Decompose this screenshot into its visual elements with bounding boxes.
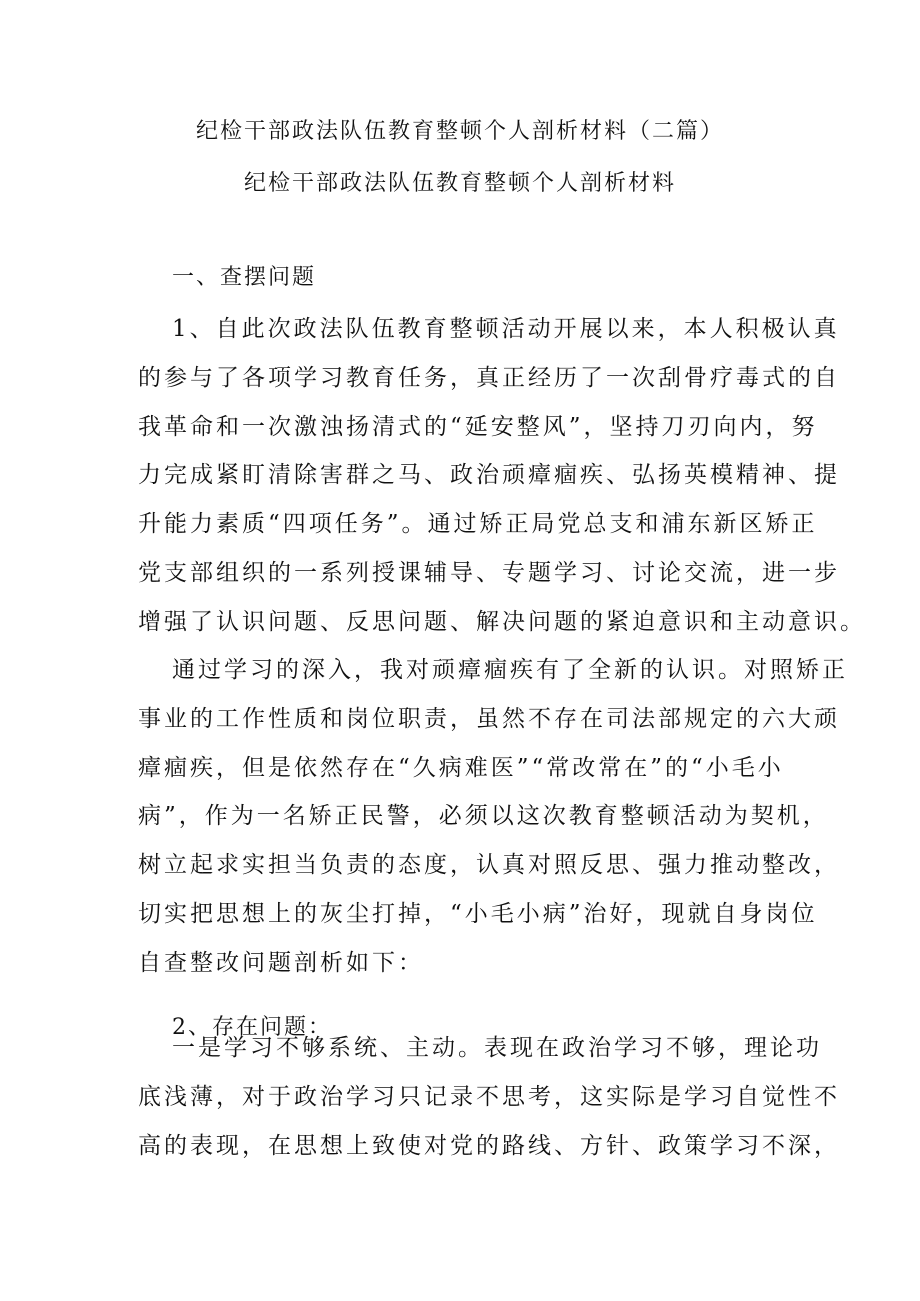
paragraph-1 bbox=[138, 305, 866, 647]
paragraph-line: 切实把思想上的灰尘打掉，“小毛小病”治好，现就自身岗位 bbox=[138, 900, 818, 927]
paragraph-line: 力完成紧盯清除害群之马、政治顽瘴痼疾、弘扬英模精神、提 bbox=[138, 462, 840, 489]
subheading-issues: 2、存在问题： bbox=[172, 1015, 332, 1040]
paragraph-line: 瘴痼疾，但是依然存在“久病难医”“常改常在”的“小毛小 bbox=[138, 754, 784, 781]
paragraph-line: 底浅薄，对于政治学习只记录不思考，这实际是学习自觉性不 bbox=[138, 1083, 840, 1110]
paragraph-line: 通过学习的深入，我对顽瘴痼疾有了全新的认识。对照矫正 bbox=[172, 657, 848, 683]
paragraph-line: 高的表现，在思想上致使对党的路线、方针、政策学习不深， bbox=[138, 1132, 840, 1159]
paragraph-line: 升能力素质“四项任务”。通过矫正局党总支和浦东新区矫正 bbox=[138, 511, 818, 538]
paragraph-line: 增强了认识问题、反思问题、解决问题的紧迫意识和主动意识。 bbox=[138, 608, 866, 635]
paragraph-line: 1、自此次政法队伍教育整顿活动开展以来，本人积极认真 bbox=[172, 316, 840, 342]
paragraph-line: 自查整改问题剖析如下： bbox=[138, 949, 424, 976]
paragraph-line: 病”，作为一名矫正民警，必须以这次教育整顿活动为契机， bbox=[138, 803, 829, 830]
paragraph-line: 我革命和一次激浊扬清式的“延安整风”，坚持刀刃向内，努 bbox=[138, 413, 818, 440]
paragraph-3 bbox=[138, 1024, 840, 1170]
paragraph-line: 党支部组织的一系列授课辅导、专题学习、讨论交流，进一步 bbox=[138, 559, 840, 586]
paragraph-line: 树立起求实担当负责的态度，认真对照反思、强力推动整改， bbox=[138, 852, 840, 879]
document-subtitle: 纪检干部政法队伍教育整顿个人剖析材料 bbox=[243, 171, 676, 196]
paragraph-line: 的参与了各项学习教育任务，真正经历了一次刮骨疗毒式的自 bbox=[138, 364, 840, 391]
paragraph-2 bbox=[138, 646, 848, 988]
paragraph-line: 一是学习不够系统、主动。表现在政治学习不够，理论功 bbox=[172, 1035, 822, 1061]
paragraph-line: 事业的工作性质和岗位职责，虽然不存在司法部规定的六大顽 bbox=[138, 705, 840, 732]
section-heading: 一、查摆问题 bbox=[172, 265, 317, 290]
document-title: 纪检干部政法队伍教育整顿个人剖析材料（二篇） bbox=[195, 119, 724, 144]
